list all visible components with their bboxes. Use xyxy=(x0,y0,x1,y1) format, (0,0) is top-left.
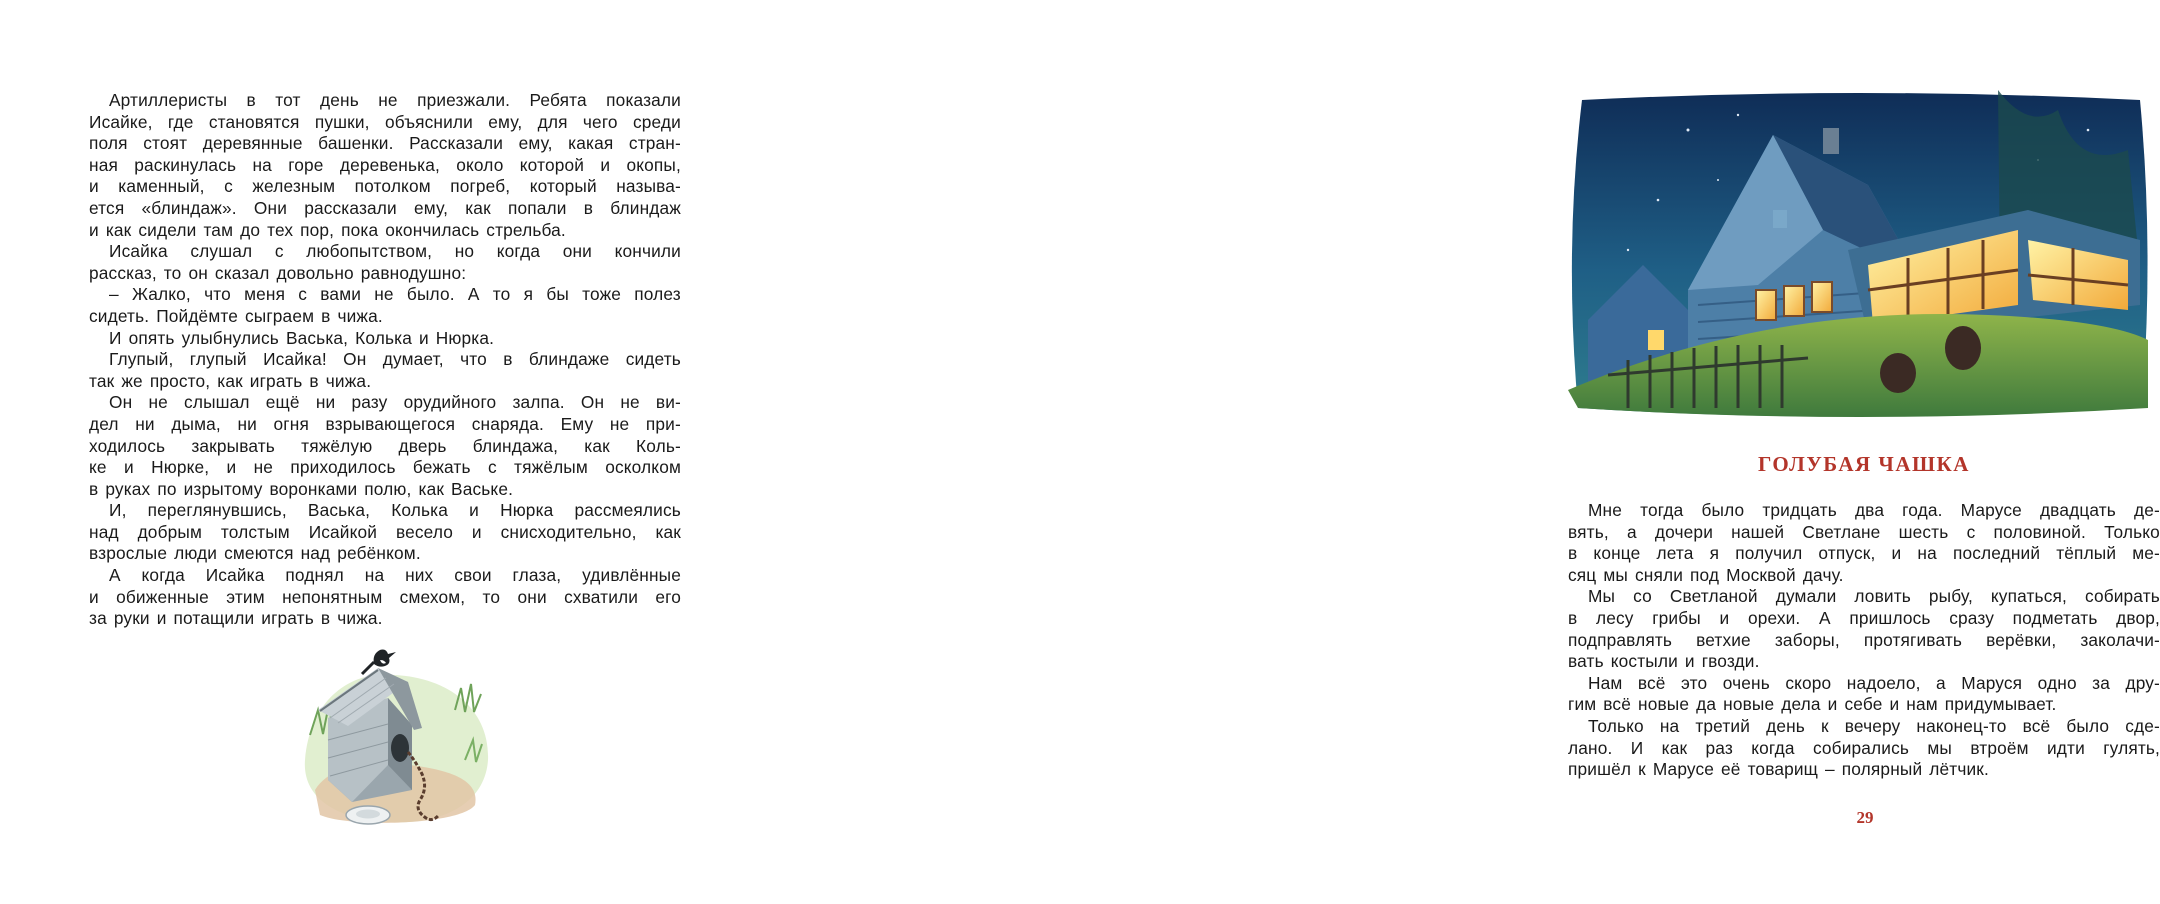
text-line: сидеть. Пойдёмте сыграем в чижа. xyxy=(89,305,383,326)
text-line: Только на третий день к вечеру наконец-то всё было сде- xyxy=(1588,715,2160,736)
right-page-text xyxy=(1568,500,2160,781)
right-page xyxy=(750,0,2160,904)
text-line: ходилось закрывать тяжёлую дверь блиндажа, как Коль- xyxy=(89,435,681,456)
text-line: так же просто, как играть в чижа. xyxy=(89,370,372,391)
text-line: И опять улыбнулись Васька, Колька и Нюрка. xyxy=(109,327,495,348)
text-line: Он не слышал ещё ни разу орудийного залпа. Он не ви- xyxy=(109,392,681,413)
text-line: Мне тогда было тридцать два года. Марусе двадцать де- xyxy=(1588,500,2160,520)
text-line: за руки и потащили играть в чижа. xyxy=(89,608,383,629)
text-line: Нам всё это очень скоро надоело, а Маруся одно за дру- xyxy=(1588,672,2160,693)
text-line: и каменный, с железным потолком погреб, который называ- xyxy=(89,176,681,197)
text-line: рассказ, то он сказал довольно равнодушно: xyxy=(89,262,467,283)
text-line: ная раскинулась на горе деревенька, около которой и окопы, xyxy=(89,154,681,175)
text-line: над добрым толстым Исайкой весело и снисходительно, как xyxy=(89,521,681,542)
text-line: Исайка слушал с любопытством, но когда они кончили xyxy=(109,241,681,262)
text-line: сяц мы сняли под Москвой дачу. xyxy=(1568,564,1844,585)
text-line: А когда Исайка поднял на них свои глаза, удивлённые xyxy=(109,565,681,586)
chapter-title: ГОЛУБАЯ ЧАШКА xyxy=(1758,452,1970,476)
text-line: ке и Нюрке, и не приходилось бежать с тяжёлым осколком xyxy=(89,457,681,478)
text-line: – Жалко, что меня с вами не было. А то я бы тоже полез xyxy=(109,284,681,305)
text-line: Глупый, глупый Исайка! Он думает, что в блиндаже сидеть xyxy=(109,349,681,370)
text-line: гим всё новые да новые дела и себе и нам придумывает. xyxy=(1568,694,2057,715)
page-number: 29 xyxy=(1856,808,1874,827)
text-line: поля стоят деревянные башенки. Рассказали ему, какая стран- xyxy=(89,133,681,154)
text-line: и как сидели там до тех пор, пока окончилась стрельба. xyxy=(89,219,566,240)
left-page xyxy=(0,0,750,904)
text-line: в конце лета я получил отпуск, и на последний тёплый ме- xyxy=(1568,543,2160,564)
text-line: И, переглянувшись, Васька, Колька и Нюрка рассмеялись xyxy=(109,500,681,521)
night-house-illustration xyxy=(1568,90,2150,420)
text-line: дел ни дыма, ни огня взрывающегося снаряда. Ему не при- xyxy=(89,413,681,434)
text-line: в руках по изрытому воронками полю, как Ваське. xyxy=(89,478,514,499)
text-line: вать костыли и гвозди. xyxy=(1568,651,1760,672)
text-line: Артиллеристы в тот день не приезжали. Ребята показали xyxy=(109,90,681,110)
text-line: ется «блиндаж». Они рассказали ему, как попали в блиндаж xyxy=(89,197,681,218)
text-line: вять, а дочери нашей Светлане шесть с половиной. Только xyxy=(1568,521,2160,542)
text-line: Исайке, где становятся пушки, объяснили ему, для чего среди xyxy=(89,111,681,132)
left-page-text xyxy=(89,90,681,630)
text-line: взрослые люди смеются над ребёнком. xyxy=(89,543,421,564)
text-line: пришёл к Марусе её товарищ – полярный лётчик. xyxy=(1568,759,1989,780)
text-line: и обиженные этим непонятным смехом, то они схватили его xyxy=(89,586,681,607)
text-line: подправлять ветхие заборы, протягивать верёвки, заколачи- xyxy=(1568,629,2160,650)
doghouse-illustration xyxy=(290,640,500,830)
text-line: лано. И как раз когда собирались мы втроём идти гулять, xyxy=(1568,737,2160,758)
text-line: в лесу грибы и орехи. А пришлось сразу подметать двор, xyxy=(1568,607,2160,628)
text-line: Мы со Светланой думали ловить рыбу, купаться, собирать xyxy=(1588,586,2160,607)
